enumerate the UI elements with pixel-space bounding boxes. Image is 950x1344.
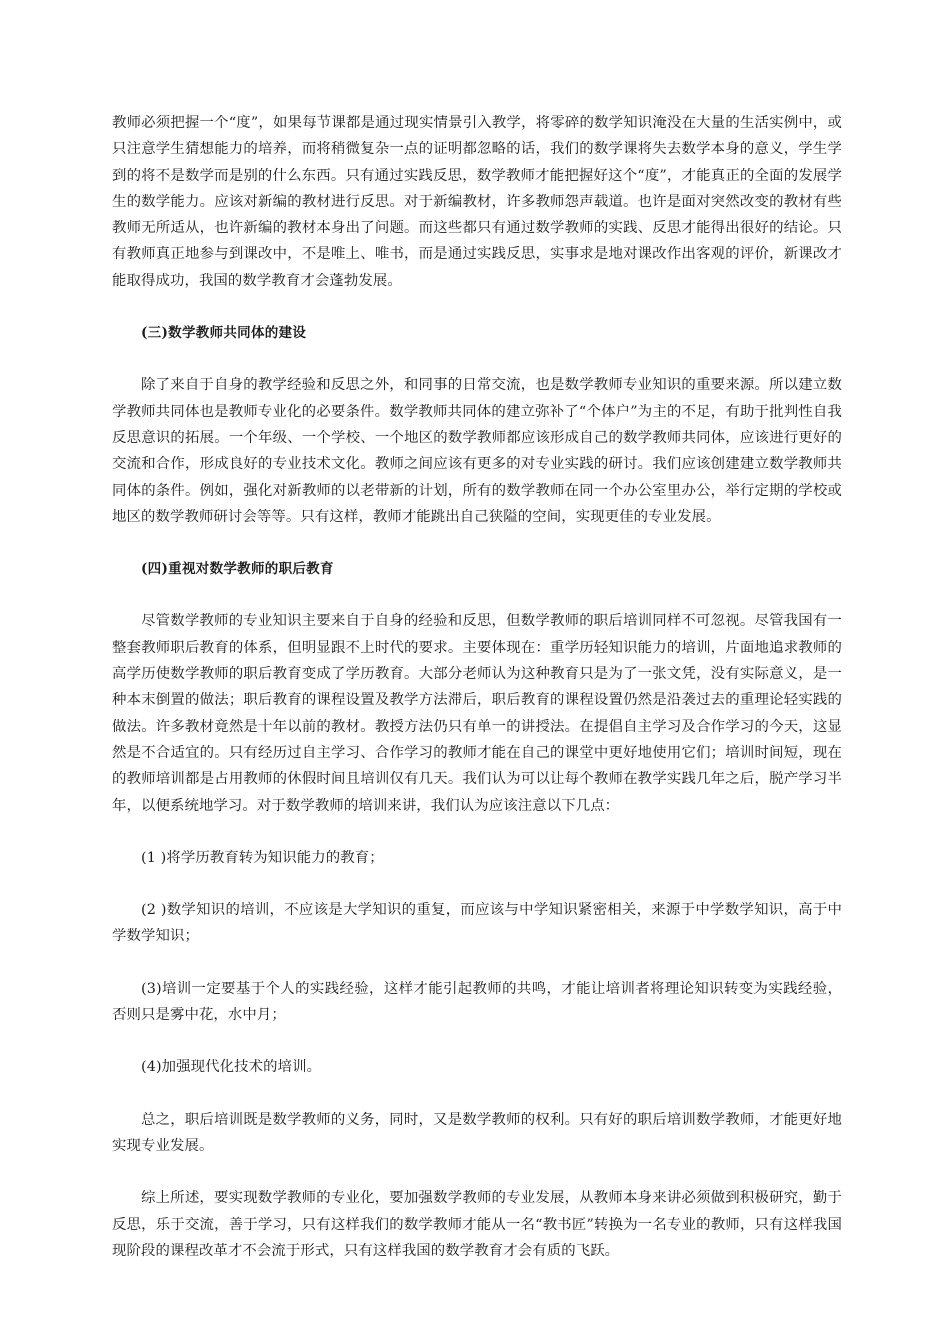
document-page bbox=[112, 110, 842, 1264]
list-item-1: (1 )将学历教育转为知识能力的教育； bbox=[141, 849, 384, 866]
section-heading-3: (三)数学教师共同体的建设 bbox=[141, 325, 307, 342]
paragraph-training: 尽管数学教师的专业知识主要来自于自身的经验和反思，但数学教师的职后培训同样不可忽视。尽管我国有一整套教师职后教育的体系，但明显跟不上时代的要求。主要体现在：重学历轻知识能力的培训，片面地追求教师的高学历使数学教师的职后教育变成了学历教育。大部分老师认为这种教育只是为了一张文凭，没有实际意义，是一种本末倒置的做法；职后教育的课程设置及教学方法滞后，职后教育的课程设置仍然是沿袭过去的重理论轻实践的做法。许多教材竟然是十年以前的教材。教授方法仍只有单一的讲授法。在提倡自主学习及合作学习的今天，这显然是不合适宜的。只有经历过自主学习、合作学习的教师才能在自己的课堂中更好地使用它们；培训时间短，现在的教师培训都是占用教师的休假时间且培训仅有几天。我们认为可以让每个教师在教学实践几年之后，脱产学习半年，以便系统地学习。对于数学教师的培训来讲，我们认为应该注意以下几点： bbox=[112, 613, 842, 814]
paragraph-conclusion: 综上所述，要实现数学教师的专业化，要加强数学教师的专业发展，从教师本身来讲必须做到积极研究，勤于反思，乐于交流，善于学习，只有这样我们的数学教师才能从一名“教书匠”转换为一名专业的教师，只有这样我国现阶段的课程改革才不会流于形式，只有这样我国的数学教育才会有质的飞跃。 bbox=[112, 1190, 842, 1259]
section-heading-4: (四)重视对数学教师的职后教育 bbox=[141, 561, 334, 578]
paragraph-community: 除了来自于自身的教学经验和反思之外，和同事的日常交流，也是数学教师专业知识的重要来源。所以建立数学教师共同体也是教师专业化的必要条件。数学教师共同体的建立弥补了“个体户”为主的不足，有助于批判性自我反思意识的拓展。一个年级、一个学校、一个地区的数学教师都应该形成自己的数学教师共同体，应该进行更好的交流和合作，形成良好的专业技术文化。教师之间应该有更多的对专业实践的研讨。我们应该创建建立数学教师共同体的条件。例如，强化对新教师的以老带新的计划，所有的数学教师在同一个办公室里办公，举行定期的学校或地区的数学教师研讨会等等。只有这样，教师才能跳出自己狭隘的空间，实现更佳的专业发展。 bbox=[112, 377, 842, 525]
paragraph-summary: 总之，职后培训既是数学教师的义务，同时，又是数学教师的权利。只有好的职后培训数学教师，才能更好地实现专业发展。 bbox=[112, 1111, 842, 1154]
list-item-2: (2 )数学知识的培训，不应该是大学知识的重复，而应该与中学知识紧密相关，来源于中学数学知识，高于中学数学知识； bbox=[112, 902, 842, 945]
list-item-3: (3)培训一定要基于个人的实践经验，这样才能引起教师的共鸣，才能让培训者将理论知识转变为实践经验，否则只是雾中花，水中月； bbox=[112, 980, 842, 1024]
paragraph-reflection: 教师必须把握一个“度”，如果每节课都是通过现实情景引入教学，将零碎的数学知识淹没在大量的生活实例中，或只注意学生猜想能力的培养，而将稍微复杂一点的证明都忽略的话，我们的数学课将失去数学本身的意义，学生学到的将不是数学而是别的什么东西。只有通过实践反思，数学教师才能把握好这个“度”，才能真正的全面的发展学生的数学能力。应该对新编的教材进行反思。对于新编教材，许多教师怨声载道。也许是面对突然改变的教材有些教师无所适从，也许新编的教材本身出了问题。而这些都只有通过数学教师的实践、反思才能得出很好的结论。只有教师真正地参与到课改中，不是唯上、唯书，而是通过实践反思，实事求是地对课改作出客观的评价，新课改才能取得成功，我国的数学教育才会蓬勃发展。 bbox=[112, 115, 842, 289]
list-item-4: (4)加强现代化技术的培训。 bbox=[141, 1059, 322, 1076]
